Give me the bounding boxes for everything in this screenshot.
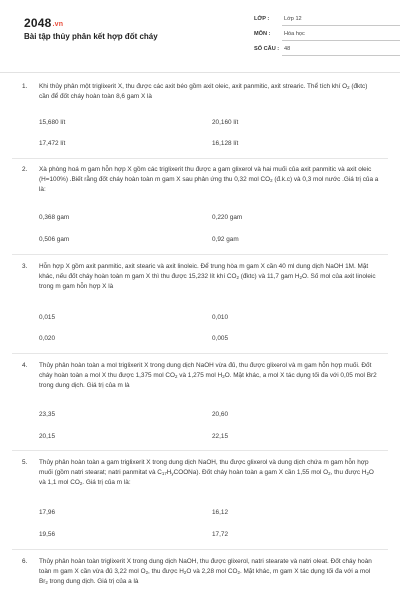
meta-underline (282, 40, 400, 41)
question-number: 3. (22, 263, 28, 270)
answer-option[interactable]: 19,56 (39, 531, 55, 538)
meta-underline (282, 25, 400, 26)
answer-option[interactable]: 23,35 (39, 411, 55, 418)
question-divider (12, 353, 388, 354)
meta-value: Lớp 12 (284, 16, 302, 22)
answer-option[interactable]: 0,020 (39, 335, 55, 342)
question-number: 1. (22, 83, 28, 90)
meta-label: LỚP : (254, 16, 270, 22)
question-number: 6. (22, 558, 28, 565)
meta-label: MÔN : (254, 31, 271, 37)
question-divider (12, 549, 388, 550)
site-logo[interactable] (24, 14, 63, 33)
question-text: Thủy phân hoàn toàn triglixerit X trong dung dịch NaOH, thu được glixerol, natri stearate và natri oleat. Đốt cháy hoàn toàn m gam X cần vừa đủ 3,22 mol $O_2$, thu được $H_2O$ và 2,28 mol $CO_2$. Mặt khác, m gam X tác dụng tối đa với a mol $Br_2$ trong dung dịch. Giá trị của a là (39, 558, 372, 586)
answer-option[interactable]: 0,506 gam (39, 236, 70, 243)
question-number: 4. (22, 362, 28, 369)
meta-label: SỐ CÂU : (254, 46, 280, 52)
question-divider (12, 158, 388, 159)
document-title: Bài tập thủy phân kết hợp đốt cháy (24, 32, 158, 41)
answer-option[interactable]: 16,12 (212, 509, 228, 516)
question-text: Xà phòng hoá m gam hỗn hợp X gồm các triglixerit thu được a gam glixerol và hai muối của axit panmitic và axit oleic (H=100%) .Biết rằng đốt cháy hoàn toàn m gam X sau phản ứng thu 0,32 mol $CO_2$ (đ.k.c) và 0,3 mol nước .Giá trị của a là: (39, 166, 379, 193)
answer-option[interactable]: 20,60 (212, 411, 228, 418)
meta-value: Hóa học (284, 31, 305, 37)
answer-option[interactable]: 0,220 gam (212, 214, 243, 221)
answer-option[interactable]: 0,015 (39, 314, 55, 321)
answer-option[interactable]: 20,160 lít (212, 119, 239, 126)
header (0, 0, 400, 74)
answer-option[interactable]: 17,472 lít (39, 140, 66, 147)
header-divider (0, 72, 400, 73)
logo-main: 2048 (24, 16, 52, 30)
question-divider (12, 254, 388, 255)
question-text: Thủy phân hoàn toàn a gam triglixerit X trong dung dịch NaOH, thu được glixerol và dung dịch chứa m gam hỗn hợp muối (gồm natri stearat; natri panmitat và $C_{17}H_yCOONa$). Đốt cháy hoàn toàn a gam X cần 1,55 mol $O_2$, thu được $H_2O$ và 1,1 mol $CO_2$. Giá trị của m là: (39, 459, 374, 487)
question-divider (12, 450, 388, 451)
question-number: 5. (22, 459, 28, 466)
answer-option[interactable]: 20,15 (39, 433, 55, 440)
question-number: 2. (22, 166, 28, 173)
question-text: Thủy phân hoàn toàn a mol triglixerit X trong dung dịch NaOH vừa đủ, thu được glixerol và m gam hỗn hợp muối. Đốt cháy hoàn toàn a mol X thu được 1,375 mol $CO_2$ và 1,275 mol $H_2O$. Mặt khác, a mol X tác dụng tối đa với 0,05 mol Br2 trong dung dịch. Giá trị của m là (39, 362, 377, 389)
answer-option[interactable]: 22,15 (212, 433, 228, 440)
answer-option[interactable]: 0,368 gam (39, 214, 70, 221)
answer-option[interactable]: 0,92 gam (212, 236, 239, 243)
answer-option[interactable]: 17,72 (212, 531, 228, 538)
meta-underline (282, 55, 400, 56)
question-text: Khi thủy phân một triglixerit X, thu được các axit béo gồm axit oleic, axit panmitic, axit strearic. Thể tích khí $O_2$ (đktc) cần để đốt cháy hoàn toàn 8,6 gam X là (39, 83, 368, 100)
meta-value: 48 (284, 46, 291, 52)
question-text: Hỗn hợp X gồm axit panmitic, axit stearic và axit linoleic. Để trung hòa m gam X cần 40 ml dung dịch NaOH 1M. Mặt khác, nếu đốt cháy hoàn toàn m gam X thì thu được 15,232 lít khí $CO_2$ (đktc) và 11,7 gam $H_2O$. Số mol của axit linoleic trong m gam hỗn hợp X là (39, 263, 376, 290)
answer-option[interactable]: 0,010 (212, 314, 228, 321)
answer-option[interactable]: 15,680 lít (39, 119, 66, 126)
answer-option[interactable]: 16,128 lít (212, 140, 239, 147)
logo-suffix: .vn (52, 21, 64, 28)
answer-option[interactable]: 0,005 (212, 335, 228, 342)
answer-option[interactable]: 17,96 (39, 509, 55, 516)
